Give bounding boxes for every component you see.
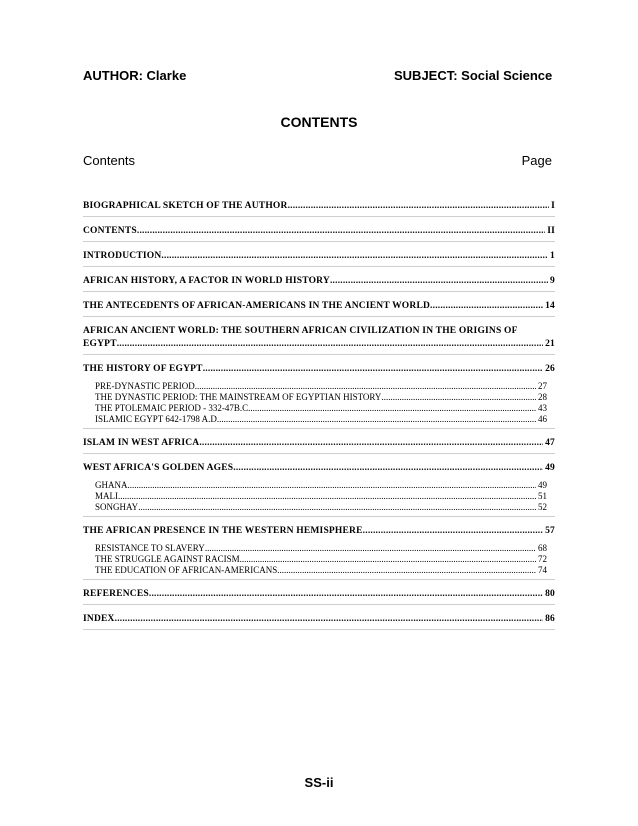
page-number-footer: SS-ii (304, 775, 334, 790)
toc-entry-african-ancient-world (83, 325, 555, 355)
toc-subentries (83, 543, 555, 576)
page-column-heading: Page (521, 153, 552, 168)
toc-subentry (83, 502, 555, 513)
toc-subentry (83, 414, 555, 425)
dot-leader (138, 502, 536, 513)
toc-entry-african-history (83, 275, 555, 292)
toc-entry-page: 21 (545, 339, 555, 349)
toc-subentry-label: THE PTOLEMAIC PERIOD - 332-47B.C. (95, 403, 251, 413)
toc-subentry-label: PRE-DYNASTIC PERIOD (95, 381, 195, 391)
toc-subentry-page: 27 (538, 381, 547, 391)
toc-subentry-page: 49 (538, 480, 547, 490)
author-header: AUTHOR: Clarke (83, 68, 187, 83)
toc-subentry-page: 74 (538, 565, 547, 575)
toc-entry-page: 49 (545, 463, 555, 473)
toc-entry-page: 26 (545, 364, 555, 374)
toc-entry-antecedents (83, 300, 555, 317)
toc-entry-label: REFERENCES (83, 589, 149, 599)
toc-entry-introduction (83, 250, 555, 267)
toc-entry-page: II (547, 226, 555, 236)
toc-entry-label: BIOGRAPHICAL SKETCH OF THE AUTHOR (83, 201, 288, 211)
dot-leader (363, 525, 543, 538)
toc-subentry-page: 72 (538, 554, 547, 564)
toc-entry-page: 57 (545, 526, 555, 536)
dot-leader (277, 565, 536, 576)
toc-entry-references (83, 588, 555, 605)
toc-subentry-label: MALI (95, 491, 118, 501)
toc-entry-biographical-sketch (83, 200, 555, 217)
dot-leader (240, 554, 536, 565)
toc-subentry-label: ISLAMIC EGYPT 642-1798 A.D. (95, 414, 220, 424)
toc-subentry-label: THE EDUCATION OF AFRICAN-AMERICANS (95, 565, 278, 575)
toc-subentry-page: 51 (538, 491, 547, 501)
toc-entry-label: INTRODUCTION (83, 251, 162, 261)
subject-header: SUBJECT: Social Science (394, 68, 553, 83)
toc-subentry (83, 480, 555, 491)
toc-entry-history-of-egypt (83, 363, 555, 429)
dot-leader (250, 403, 536, 414)
dot-leader (199, 437, 543, 450)
dot-leader (288, 200, 550, 213)
toc-subentry-label: THE DYNASTIC PERIOD: THE MAINSTREAM OF EGYPTIAN HISTORY (95, 392, 382, 402)
toc-entry-label: WEST AFRICA'S GOLDEN AGES (83, 463, 234, 473)
toc-entry-index (83, 613, 555, 630)
toc-entry-label: ISLAM IN WEST AFRICA (83, 438, 200, 448)
dot-leader (205, 543, 536, 554)
dot-leader (118, 491, 536, 502)
toc-subentry-label: THE STRUGGLE AGAINST RACISM (95, 554, 240, 564)
toc-subentries (83, 480, 555, 513)
dot-leader (219, 414, 536, 425)
dot-leader (233, 462, 543, 475)
dot-leader (115, 613, 543, 626)
toc-subentry-page: 52 (538, 502, 547, 512)
toc-entry-golden-ages (83, 462, 555, 517)
toc-subentry (83, 381, 555, 392)
toc-subentry-label: SONGHAY (95, 502, 139, 512)
toc-entry-islam-in-west-africa (83, 437, 555, 454)
toc-entry-label: THE HISTORY OF EGYPT (83, 364, 203, 374)
toc-subentries (83, 381, 555, 425)
toc-entry-page: 1 (550, 251, 555, 261)
toc-entry-page: 14 (545, 301, 555, 311)
toc-entry-label: EGYPT (83, 339, 117, 349)
dot-leader (128, 480, 537, 491)
toc-entry-page: 47 (545, 438, 555, 448)
toc-subentry (83, 565, 555, 576)
toc-subentry (83, 554, 555, 565)
dot-leader (117, 338, 543, 351)
toc-entry-contents (83, 225, 555, 242)
toc-entry-page: 86 (545, 614, 555, 624)
toc-subentry-page: 46 (538, 414, 547, 424)
toc-entry-label: CONTENTS (83, 226, 137, 236)
toc-subentry-label: RESISTANCE TO SLAVERY (95, 543, 205, 553)
toc-subentry-page: 43 (538, 403, 547, 413)
toc-entry-african-presence (83, 525, 555, 580)
toc-entry-page: I (551, 201, 555, 211)
toc-entry-label-line1: AFRICAN ANCIENT WORLD: THE SOUTHERN AFRICAN CIVILIZATION IN THE ORIGINS OF (83, 326, 518, 336)
dot-leader (203, 363, 543, 376)
toc-subentry-page: 28 (538, 392, 547, 402)
dot-leader (137, 225, 545, 238)
toc-entry-page: 80 (545, 589, 555, 599)
dot-leader (381, 392, 536, 403)
toc-entry-label: THE AFRICAN PRESENCE IN THE WESTERN HEMISPHERE (83, 526, 363, 536)
dot-leader (149, 588, 543, 601)
dot-leader (161, 250, 548, 263)
toc-subentry (83, 392, 555, 403)
contents-column-heading: Contents (83, 153, 136, 168)
toc-entry-label: INDEX (83, 614, 115, 624)
toc-subentry (83, 491, 555, 502)
toc-subentry-label: GHANA (95, 480, 128, 490)
dot-leader (430, 300, 543, 313)
toc-entry-page: 9 (550, 276, 555, 286)
dot-leader (195, 381, 536, 392)
page-title: CONTENTS (280, 114, 358, 130)
toc-subentry-page: 68 (538, 543, 547, 553)
dot-leader (330, 275, 548, 288)
toc-entry-label: AFRICAN HISTORY, A FACTOR IN WORLD HISTORY (83, 276, 330, 286)
toc-entry-label: THE ANTECEDENTS OF AFRICAN-AMERICANS IN THE ANCIENT WORLD (83, 301, 431, 311)
toc-subentry (83, 403, 555, 414)
table-of-contents (83, 200, 555, 638)
toc-subentry (83, 543, 555, 554)
